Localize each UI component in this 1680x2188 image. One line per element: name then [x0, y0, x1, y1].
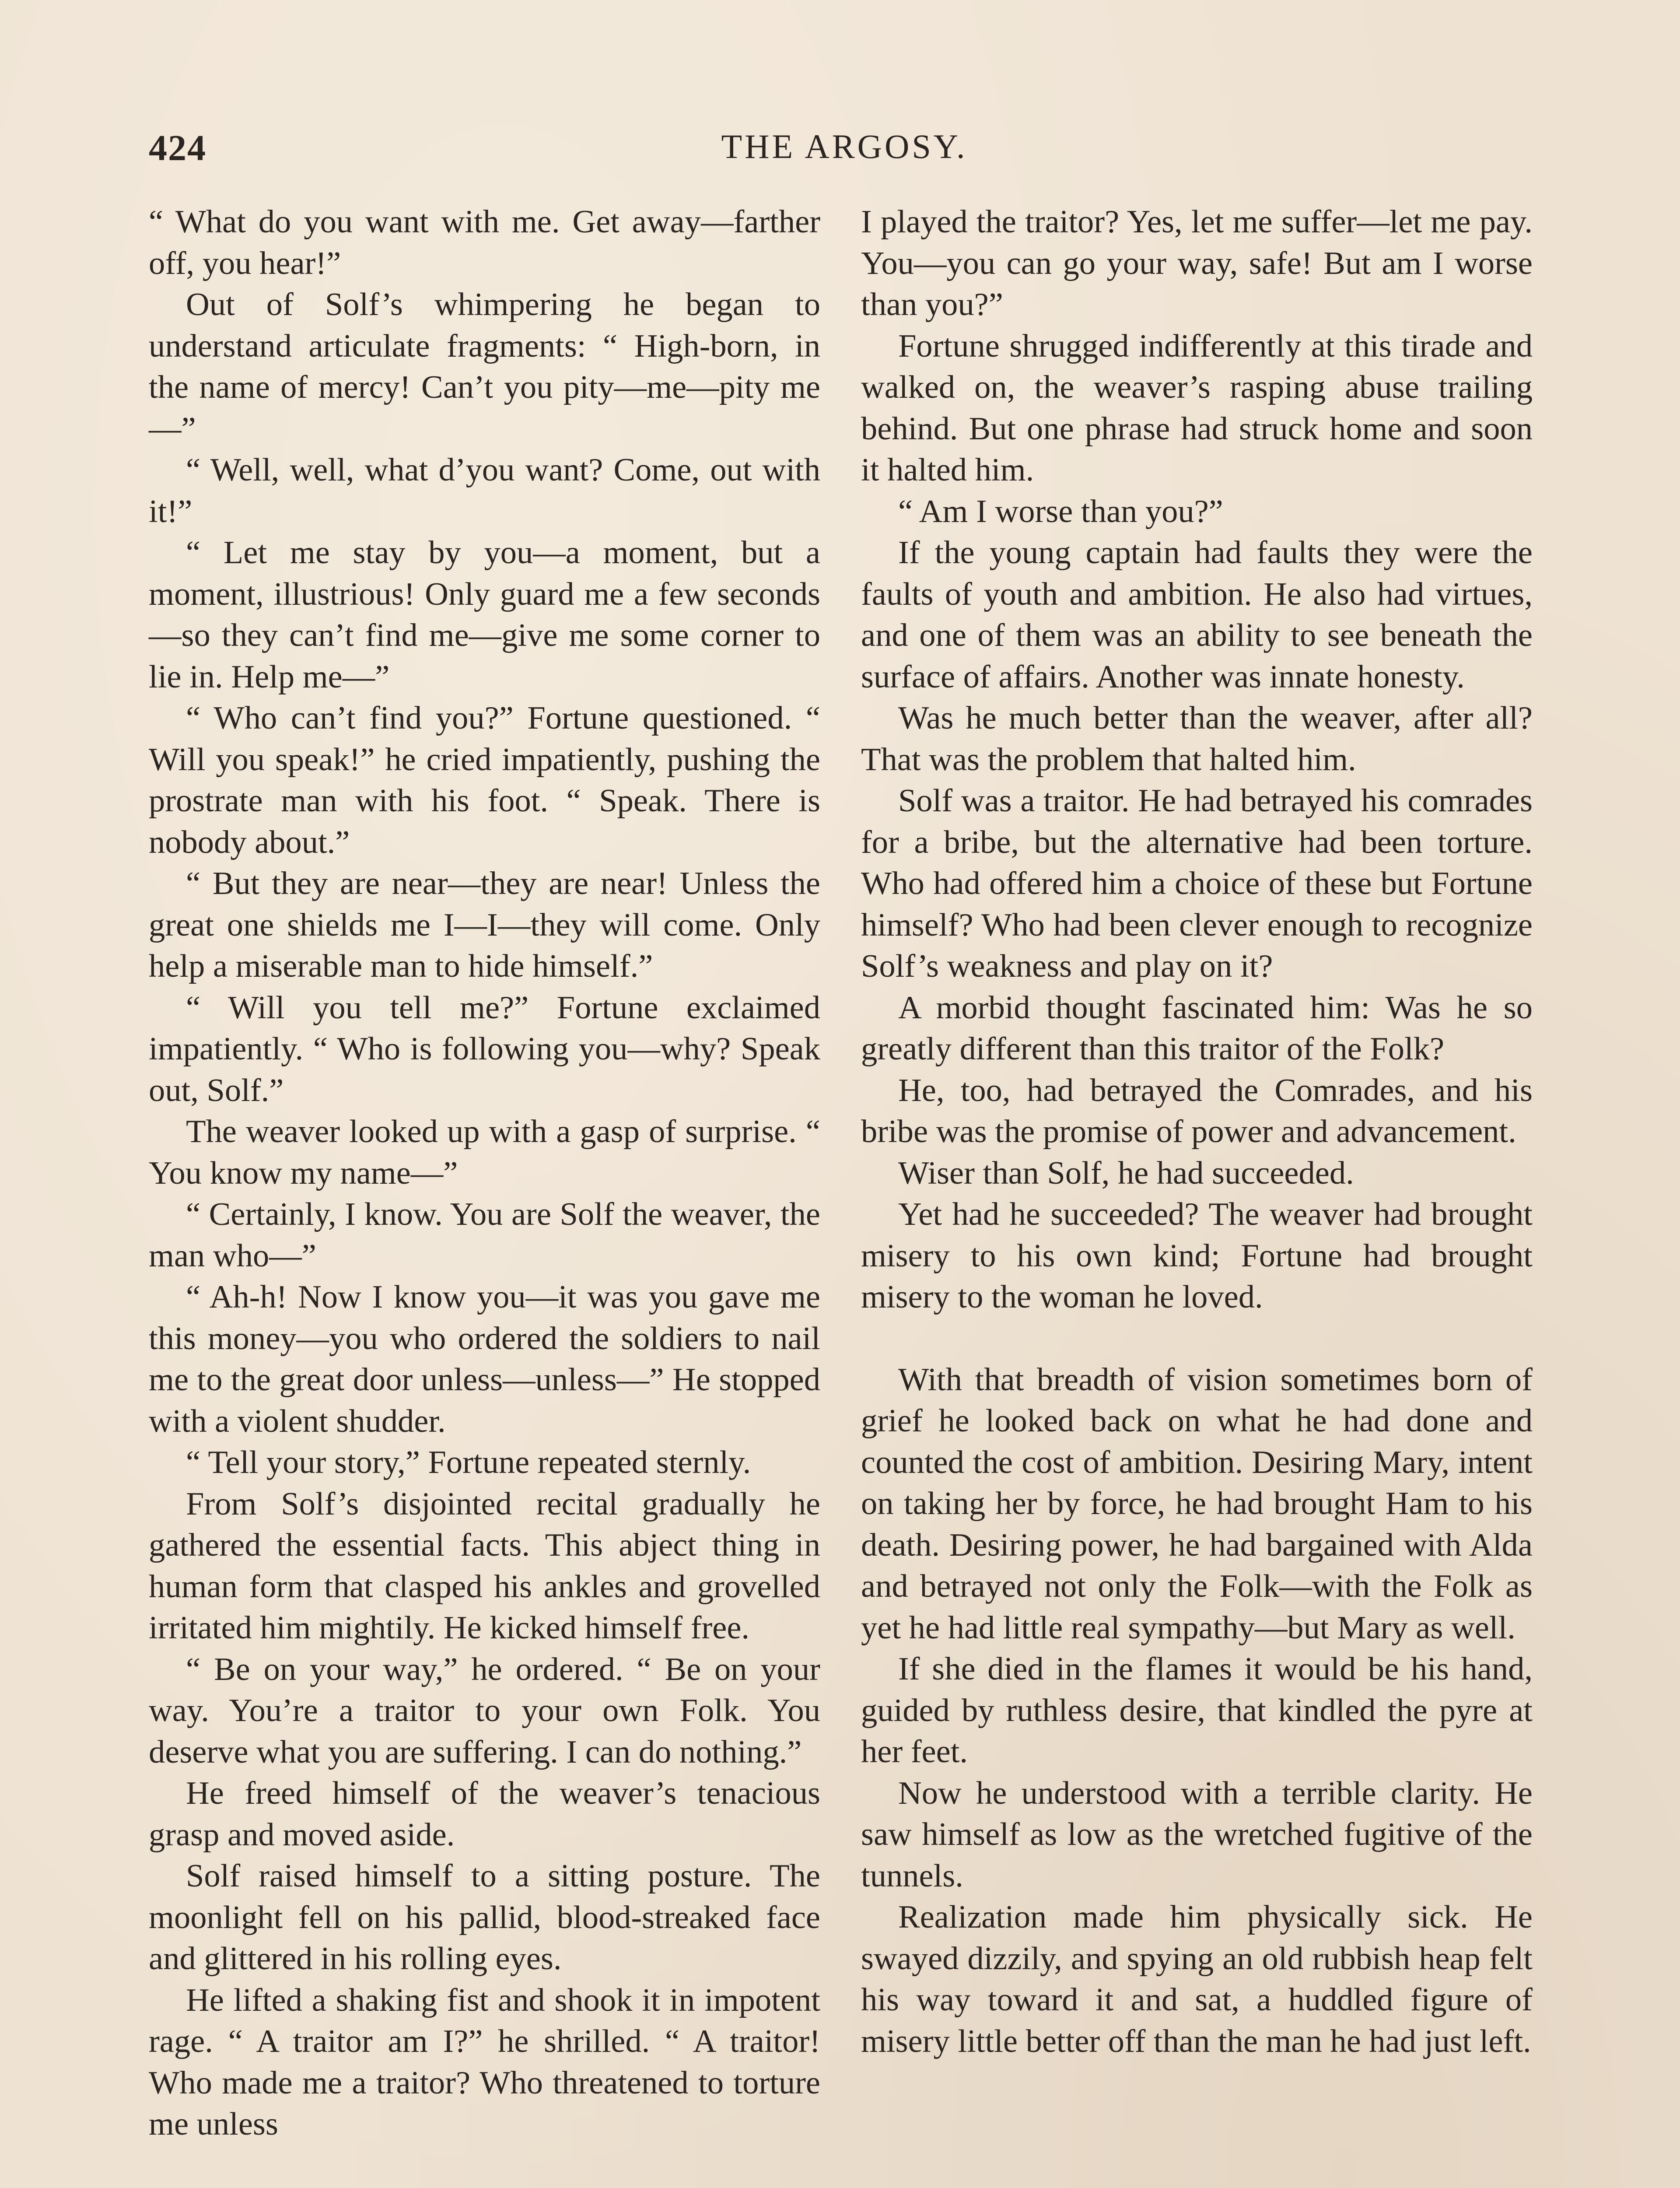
paragraph: Yet had he succeeded? The weaver had brought misery to his own kind; Fortune had brought misery to the woman he loved.	[861, 1196, 1533, 1315]
paragraph: “ Will you tell me?” Fortune exclaimed impatiently. “ Who is following you—why? Speak out, Solf.”	[149, 989, 820, 1108]
paragraph: If she died in the flames it would be his hand, guided by ruthless desire, that kindled the pyre at her feet.	[861, 1651, 1533, 1770]
paragraph: If the young captain had faults they were the faults of youth and ambition. He also had virtues, and one of them was an ability to see beneath the surface of affairs. Another was innate honesty.	[861, 535, 1533, 695]
right-column	[861, 201, 1533, 2062]
paragraph: He lifted a shaking fist and shook it in impotent rage. “ A traitor am I?” he shrilled. “ A traitor! Who made me a traitor? Who threatened to torture me unless	[149, 1982, 820, 2142]
paragraph: Out of Solf’s whimpering he began to understand articulate fragments: “ High-born, in the name of mercy! Can’t you pity—me—pity me—”	[149, 287, 820, 447]
paragraph: “ Be on your way,” he ordered. “ Be on your way. You’re a traitor to your own Folk. You deserve what you are suffering. I can do nothing.”	[149, 1651, 820, 1770]
journal-title: THE ARGOSY.	[721, 127, 968, 165]
paragraph: With that breadth of vision sometimes born of grief he looked back on what he had done and counted the cost of ambition. Desiring Mary, intent on taking her by force, he had brought Ham to his death. Desiring power, he had bargained with Alda and betrayed not only the Folk—with the Folk as yet he had little real sympathy—but Mary as well.	[861, 1361, 1533, 1646]
paragraph: I played the traitor? Yes, let me suffer—let me pay. You—you can go your way, safe! But am I worse than you?”	[861, 204, 1533, 323]
paragraph: “ But they are near—they are near! Unless the great one shields me I—I—they will come. Only help a miserable man to hide himself.”	[149, 866, 820, 984]
paragraph: “ What do you want with me. Get away—farther off, you hear!”	[149, 204, 820, 281]
paragraph: Solf was a traitor. He had betrayed his comrades for a bribe, but the alternative had been torture. Who had offered him a choice of these but Fortune himself? Who had been clever enough to recognize Solf’s weakness and play on it?	[861, 783, 1533, 984]
paragraph: He freed himself of the weaver’s tenacious grasp and moved aside.	[149, 1775, 820, 1853]
paragraph: From Solf’s disjointed recital gradually he gathered the essential facts. This abject thing in human form that clasped his ankles and grovelled irritated him mightily. He kicked himself free.	[149, 1486, 820, 1646]
paragraph: “ Tell your story,” Fortune repeated sternly.	[186, 1445, 751, 1480]
paragraph: Wiser than Solf, he had succeeded.	[898, 1155, 1354, 1191]
paragraph: Realization made him physically sick. He swayed dizzily, and spying an old rubbish heap felt his way toward it and sat, a huddled figure of misery little better off than the man he had just left.	[861, 1899, 1533, 2059]
paragraph: “ Certainly, I know. You are Solf the weaver, the man who—”	[149, 1196, 820, 1274]
paragraph: “ Am I worse than you?”	[898, 493, 1223, 529]
paragraph: A morbid thought fascinated him: Was he so greatly different than this traitor of the Folk?	[861, 989, 1533, 1067]
page-number: 424	[149, 128, 206, 168]
paragraph: Solf raised himself to a sitting posture. The moonlight fell on his pallid, blood-streaked face and glittered in his rolling eyes.	[149, 1858, 820, 1977]
paragraph: “ Who can’t find you?” Fortune questioned. “ Will you speak!” he cried impatiently, pushing the prostrate man with his foot. “ Speak. There is nobody about.”	[149, 700, 820, 860]
paragraph: Fortune shrugged indifferently at this tirade and walked on, the weaver’s rasping abuse trailing behind. But one phrase had struck home and soon it halted him.	[861, 328, 1533, 488]
paragraph: Now he understood with a terrible clarity. He saw himself as low as the wretched fugitive of the tunnels.	[861, 1775, 1533, 1894]
paragraph: “ Well, well, what d’you want? Come, out with it!”	[149, 452, 820, 529]
left-column	[149, 201, 820, 2145]
running-head	[149, 127, 1540, 175]
paragraph: “ Let me stay by you—a moment, but a moment, illustrious! Only guard me a few seconds—so they can’t find me—give me some corner to lie in. Help me—”	[149, 535, 820, 695]
paragraph: Was he much better than the weaver, after all? That was the problem that halted him.	[861, 700, 1533, 778]
paragraph: The weaver looked up with a gasp of surprise. “ You know my name—”	[149, 1114, 820, 1191]
paragraph: “ Ah-h! Now I know you—it was you gave me this money—you who ordered the soldiers to nail me to the great door unless—unless—” He stopped with a violent shudder.	[149, 1279, 820, 1439]
paragraph: He, too, had betrayed the Comrades, and his bribe was the promise of power and advancement.	[861, 1072, 1533, 1150]
